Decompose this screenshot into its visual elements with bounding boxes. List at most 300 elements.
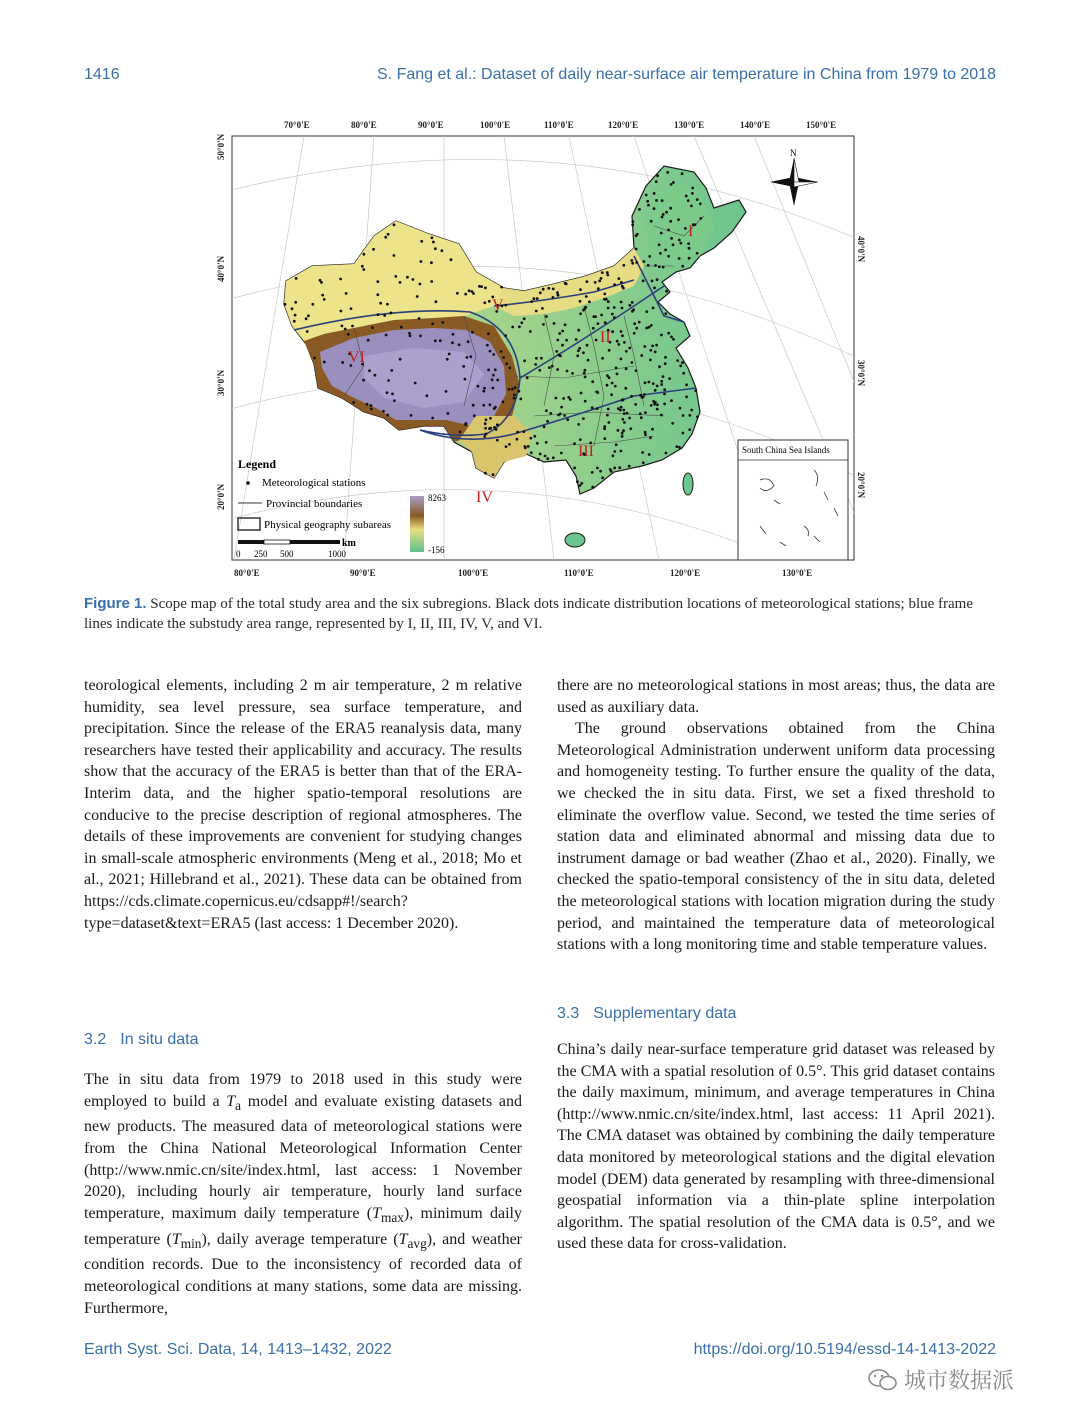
station-dot [585, 295, 588, 298]
station-dot [544, 455, 547, 458]
station-dot [323, 298, 326, 301]
station-dot [384, 236, 387, 239]
station-dot [468, 289, 471, 292]
station-dot [466, 356, 469, 359]
station-dot [580, 392, 583, 395]
station-dot [530, 300, 533, 303]
station-dot [516, 431, 519, 434]
bottom-axis-label: 110°0'E [564, 568, 594, 578]
station-dot [582, 417, 585, 420]
station-dot [661, 216, 664, 219]
station-dot [431, 236, 434, 239]
station-dot [655, 344, 658, 347]
station-dot [345, 292, 348, 295]
station-dot [577, 329, 580, 332]
station-dot [597, 322, 600, 325]
station-dot [670, 237, 673, 240]
station-dot [419, 335, 422, 338]
station-dot [682, 414, 685, 417]
station-dot [667, 332, 670, 335]
station-dot [420, 240, 423, 243]
station-dot [482, 390, 485, 393]
station-dot [370, 408, 373, 411]
station-dot [545, 409, 548, 412]
station-dot [648, 381, 651, 384]
station-dot [400, 326, 403, 329]
station-dot [489, 350, 492, 353]
station-dot [419, 283, 422, 286]
station-dot [622, 398, 625, 401]
station-dot [620, 406, 623, 409]
station-dot [591, 486, 594, 489]
station-dot [586, 344, 589, 347]
hainan-island [565, 533, 585, 547]
station-dot [614, 385, 617, 388]
station-dot [579, 312, 582, 315]
station-dot [635, 369, 638, 372]
station-dot [621, 435, 624, 438]
station-dot [519, 398, 522, 401]
figure-caption [84, 594, 996, 634]
section-heading-3-2 [84, 1031, 199, 1049]
station-dot [644, 433, 647, 436]
station-dot [678, 239, 681, 242]
station-dot [374, 374, 377, 377]
station-dot [485, 433, 488, 436]
station-dot [672, 243, 675, 246]
station-dot [644, 431, 647, 434]
station-dot [611, 313, 614, 316]
station-dot [386, 303, 389, 306]
station-dot [500, 286, 503, 289]
station-dot [552, 456, 555, 459]
region-label-iii: III [578, 443, 594, 460]
station-dot [665, 290, 668, 293]
station-dot [587, 359, 590, 362]
station-dot [654, 264, 657, 267]
right-column-bottom [557, 1039, 995, 1255]
station-dot [649, 359, 652, 362]
station-dot [592, 327, 595, 330]
scale-tick: 500 [280, 549, 294, 559]
station-dot [516, 438, 519, 441]
station-dot [640, 354, 643, 357]
station-dot [685, 396, 688, 399]
station-dot [653, 207, 656, 210]
station-dot [393, 399, 396, 402]
station-dot [412, 278, 415, 281]
station-dot [601, 476, 604, 479]
station-dot [555, 397, 558, 400]
station-dot [603, 293, 606, 296]
station-dot [393, 254, 396, 257]
station-dot [654, 351, 657, 354]
station-dot [643, 393, 646, 396]
station-dot [560, 406, 563, 409]
station-dot [663, 393, 666, 396]
station-dot [339, 278, 342, 281]
station-dot [667, 255, 670, 258]
text-run: The in situ data from 1979 to 2018 used in this study were employed to build a [84, 1071, 522, 1110]
station-dot [487, 369, 490, 372]
station-dot [464, 423, 467, 426]
station-dot [567, 396, 570, 399]
station-dot [363, 253, 366, 256]
footer-doi-link[interactable]: https://doi.org/10.5194/essd-14-1413-2022 [693, 1341, 996, 1358]
station-dot [511, 388, 514, 391]
station-dot [645, 310, 648, 313]
math-var: T [372, 1204, 381, 1222]
figure-label: Figure 1. [84, 595, 147, 612]
station-dot [557, 294, 560, 297]
station-dot [642, 396, 645, 399]
station-dot [576, 354, 579, 357]
station-dot [313, 357, 316, 360]
station-dot [533, 435, 536, 438]
math-var: T [226, 1092, 236, 1110]
station-dot [696, 252, 699, 255]
legend-stations: Meteorological stations [262, 477, 366, 489]
station-dot [623, 421, 626, 424]
station-dot [664, 312, 667, 315]
station-dot [607, 307, 610, 310]
station-dot [545, 315, 548, 318]
station-dot [416, 295, 419, 298]
station-dot [644, 381, 647, 384]
station-dot [682, 372, 685, 375]
station-dot [505, 445, 508, 448]
station-dot [564, 282, 567, 285]
station-dot [376, 280, 379, 283]
station-dot [352, 401, 355, 404]
scale-tick: 0 [236, 549, 241, 559]
region-label-iv: IV [476, 489, 493, 506]
station-dot [341, 325, 344, 328]
station-dot [606, 274, 609, 277]
station-dot [556, 368, 559, 371]
station-dot [620, 358, 623, 361]
station-dot [656, 385, 659, 388]
station-dot [508, 443, 511, 446]
station-dot [513, 397, 516, 400]
station-dot [628, 347, 631, 350]
station-dot [622, 287, 625, 290]
station-dot [622, 409, 625, 412]
top-axis-label: 90°0'E [418, 120, 444, 130]
station-dot [390, 312, 393, 315]
section-title: Supplementary data [593, 1005, 737, 1022]
station-dot [294, 301, 297, 304]
station-dot [439, 339, 442, 342]
station-dot [694, 223, 697, 226]
station-dot [462, 365, 465, 368]
top-axis-label: 110°0'E [544, 120, 574, 130]
station-dot [661, 199, 664, 202]
station-dot [664, 362, 667, 365]
station-dot [596, 467, 599, 470]
station-dot [626, 412, 629, 415]
scale-tick: 1000 [328, 549, 346, 559]
station-dot [691, 187, 694, 190]
station-dot [598, 280, 601, 283]
station-dot [368, 369, 371, 372]
station-dot [679, 364, 682, 367]
station-dot [387, 379, 390, 382]
math-sub: avg [407, 1235, 427, 1251]
watermark-text: 城市数据派 [904, 1369, 1015, 1394]
station-dot [426, 394, 429, 397]
station-dot [562, 397, 565, 400]
station-dot [472, 404, 475, 407]
station-dot [622, 264, 625, 267]
station-dot [414, 382, 417, 385]
station-dot [549, 412, 552, 415]
station-dot [658, 243, 661, 246]
station-dot [613, 450, 616, 453]
top-axis-label: 120°0'E [608, 120, 639, 130]
station-dot [294, 314, 297, 317]
station-dot [351, 325, 354, 328]
station-dot [500, 350, 503, 353]
station-dot [491, 378, 494, 381]
station-dot [505, 362, 508, 365]
section-number: 3.2 [84, 1031, 107, 1048]
station-dot [458, 343, 461, 346]
station-dot [445, 390, 448, 393]
station-dot [385, 334, 388, 337]
station-dot [535, 357, 538, 360]
station-dot [540, 357, 543, 360]
station-dot [630, 259, 633, 262]
station-dot [649, 436, 652, 439]
station-dot [605, 298, 608, 301]
station-dot [639, 394, 642, 397]
station-dot [586, 280, 589, 283]
station-dot [484, 472, 487, 475]
station-dot [594, 281, 597, 284]
station-dot [685, 195, 688, 198]
study-area-map [214, 116, 866, 586]
station-dot [617, 343, 620, 346]
station-dot [447, 412, 450, 415]
station-dot [621, 307, 624, 310]
station-dot [533, 297, 536, 300]
station-dot [508, 367, 511, 370]
station-dot [399, 358, 402, 361]
station-dot [616, 340, 619, 343]
left-axis-label: 50°0'N [216, 133, 226, 160]
station-dot [472, 292, 475, 295]
station-dot [484, 422, 487, 425]
station-dot [536, 297, 539, 300]
station-dot [504, 304, 507, 307]
station-dot [566, 370, 569, 373]
station-dot [579, 438, 582, 441]
station-dot [551, 365, 554, 368]
station-dot [620, 330, 623, 333]
right-axis-label: 40°0'N [856, 236, 866, 263]
station-dot [362, 268, 365, 271]
bottom-axis-label: 120°0'E [670, 568, 701, 578]
station-dot [694, 389, 697, 392]
station-dot [576, 480, 579, 483]
section-number: 3.3 [557, 1005, 580, 1022]
station-dot [514, 386, 517, 389]
station-dot [631, 220, 634, 223]
station-dot [588, 300, 591, 303]
station-dot [601, 357, 604, 360]
station-dot [606, 271, 609, 274]
station-dot [293, 320, 296, 323]
station-dot [670, 336, 673, 339]
station-dot [541, 307, 544, 310]
station-dot [434, 339, 437, 342]
station-dot [620, 450, 623, 453]
station-dot [662, 375, 665, 378]
station-dot [344, 328, 347, 331]
station-dot [648, 453, 651, 456]
station-dot [623, 412, 626, 415]
station-dot [441, 321, 444, 324]
region-label-vi: VI [348, 349, 365, 366]
station-dot [687, 242, 690, 245]
station-dot [609, 468, 612, 471]
station-dot [621, 334, 624, 337]
station-dot [621, 418, 624, 421]
station-dot [606, 384, 609, 387]
bottom-axis-label: 100°0'E [458, 568, 489, 578]
station-dot [520, 321, 523, 324]
station-dot [643, 260, 646, 263]
station-dot [483, 301, 486, 304]
top-axis-label: 130°0'E [674, 120, 705, 130]
station-dot [672, 338, 675, 341]
wechat-icon [868, 1368, 898, 1392]
station-dot [492, 353, 495, 356]
text-run: ), minimum daily temperature ( [84, 1204, 522, 1248]
text-run: model and evaluate existing datasets and new products. The measured data of meteorological stations were from the China National Meteorological Information Center (http://www.nmic.cn/site/index.html, last access: 1 November 2020), including hourly air temperature, hourly land surface temperature, maximum daily temperature ( [84, 1092, 522, 1222]
station-dot [660, 334, 663, 337]
station-dot [566, 418, 569, 421]
station-dot [492, 473, 495, 476]
station-dot [601, 271, 604, 274]
station-dot [347, 333, 350, 336]
station-dot [399, 281, 402, 284]
station-dot [362, 379, 365, 382]
station-dot [595, 391, 598, 394]
station-dot [523, 359, 526, 362]
station-dot [625, 350, 628, 353]
station-dot [536, 442, 539, 445]
station-dot [469, 355, 472, 358]
station-dot [323, 361, 326, 364]
station-dot [619, 409, 622, 412]
station-dot [596, 407, 599, 410]
scale-tick: 250 [254, 549, 268, 559]
station-dot [640, 416, 643, 419]
top-axis-label: 150°0'E [806, 120, 837, 130]
station-dot [393, 224, 396, 227]
station-dot [511, 326, 514, 329]
station-dot [660, 380, 663, 383]
station-dot [652, 382, 655, 385]
station-dot [523, 430, 526, 433]
region-label-v: V [492, 297, 504, 314]
station-dot [656, 403, 659, 406]
math-sub: min [180, 1235, 202, 1251]
station-dot [607, 408, 610, 411]
station-dot [530, 451, 533, 454]
elevation-colorbar [410, 496, 424, 552]
station-dot [484, 427, 487, 430]
station-dot [386, 391, 389, 394]
station-dot [563, 414, 566, 417]
station-dot [699, 202, 702, 205]
station-dot [678, 446, 681, 449]
station-dot [670, 399, 673, 402]
station-dot [629, 304, 632, 307]
station-dot [376, 293, 379, 296]
station-dot [496, 379, 499, 382]
station-dot [534, 363, 537, 366]
station-dot [632, 308, 635, 311]
station-dot [665, 211, 668, 214]
station-dot [690, 205, 693, 208]
station-dot [487, 332, 490, 335]
station-dot [638, 321, 641, 324]
station-dot [361, 265, 364, 268]
station-dot [648, 326, 651, 329]
station-dot [613, 316, 616, 319]
station-dot [319, 279, 322, 282]
station-dot [648, 255, 651, 258]
station-dot [672, 181, 675, 184]
station-dot [638, 208, 641, 211]
bottom-axis-label: 130°0'E [782, 568, 813, 578]
station-dot [631, 224, 634, 227]
station-dot [607, 421, 610, 424]
inset-title: South China Sea Islands [742, 445, 830, 455]
station-dot [321, 294, 324, 297]
watermark [868, 1364, 1014, 1395]
station-dot [545, 441, 548, 444]
station-dot [604, 321, 607, 324]
station-dot [603, 425, 606, 428]
inset-south-china-sea [738, 440, 848, 560]
station-dot [591, 380, 594, 383]
station-dot [548, 366, 551, 369]
region-label-i: I [688, 223, 694, 240]
station-dot [527, 445, 530, 448]
station-dot [684, 227, 687, 230]
station-dot [523, 317, 526, 320]
station-dot [577, 349, 580, 352]
station-dot [660, 232, 663, 235]
station-dot [606, 414, 609, 417]
station-dot [431, 322, 434, 325]
station-dot [382, 410, 385, 413]
station-dot [658, 365, 661, 368]
station-dot [659, 252, 662, 255]
math-var: T [398, 1230, 408, 1248]
station-dot [420, 260, 423, 263]
station-dot [591, 471, 594, 474]
station-dot [651, 345, 654, 348]
scale-unit: km [342, 538, 356, 549]
station-dot [340, 310, 343, 313]
station-dot [547, 287, 550, 290]
text-run: ), daily average temperature ( [201, 1230, 399, 1248]
